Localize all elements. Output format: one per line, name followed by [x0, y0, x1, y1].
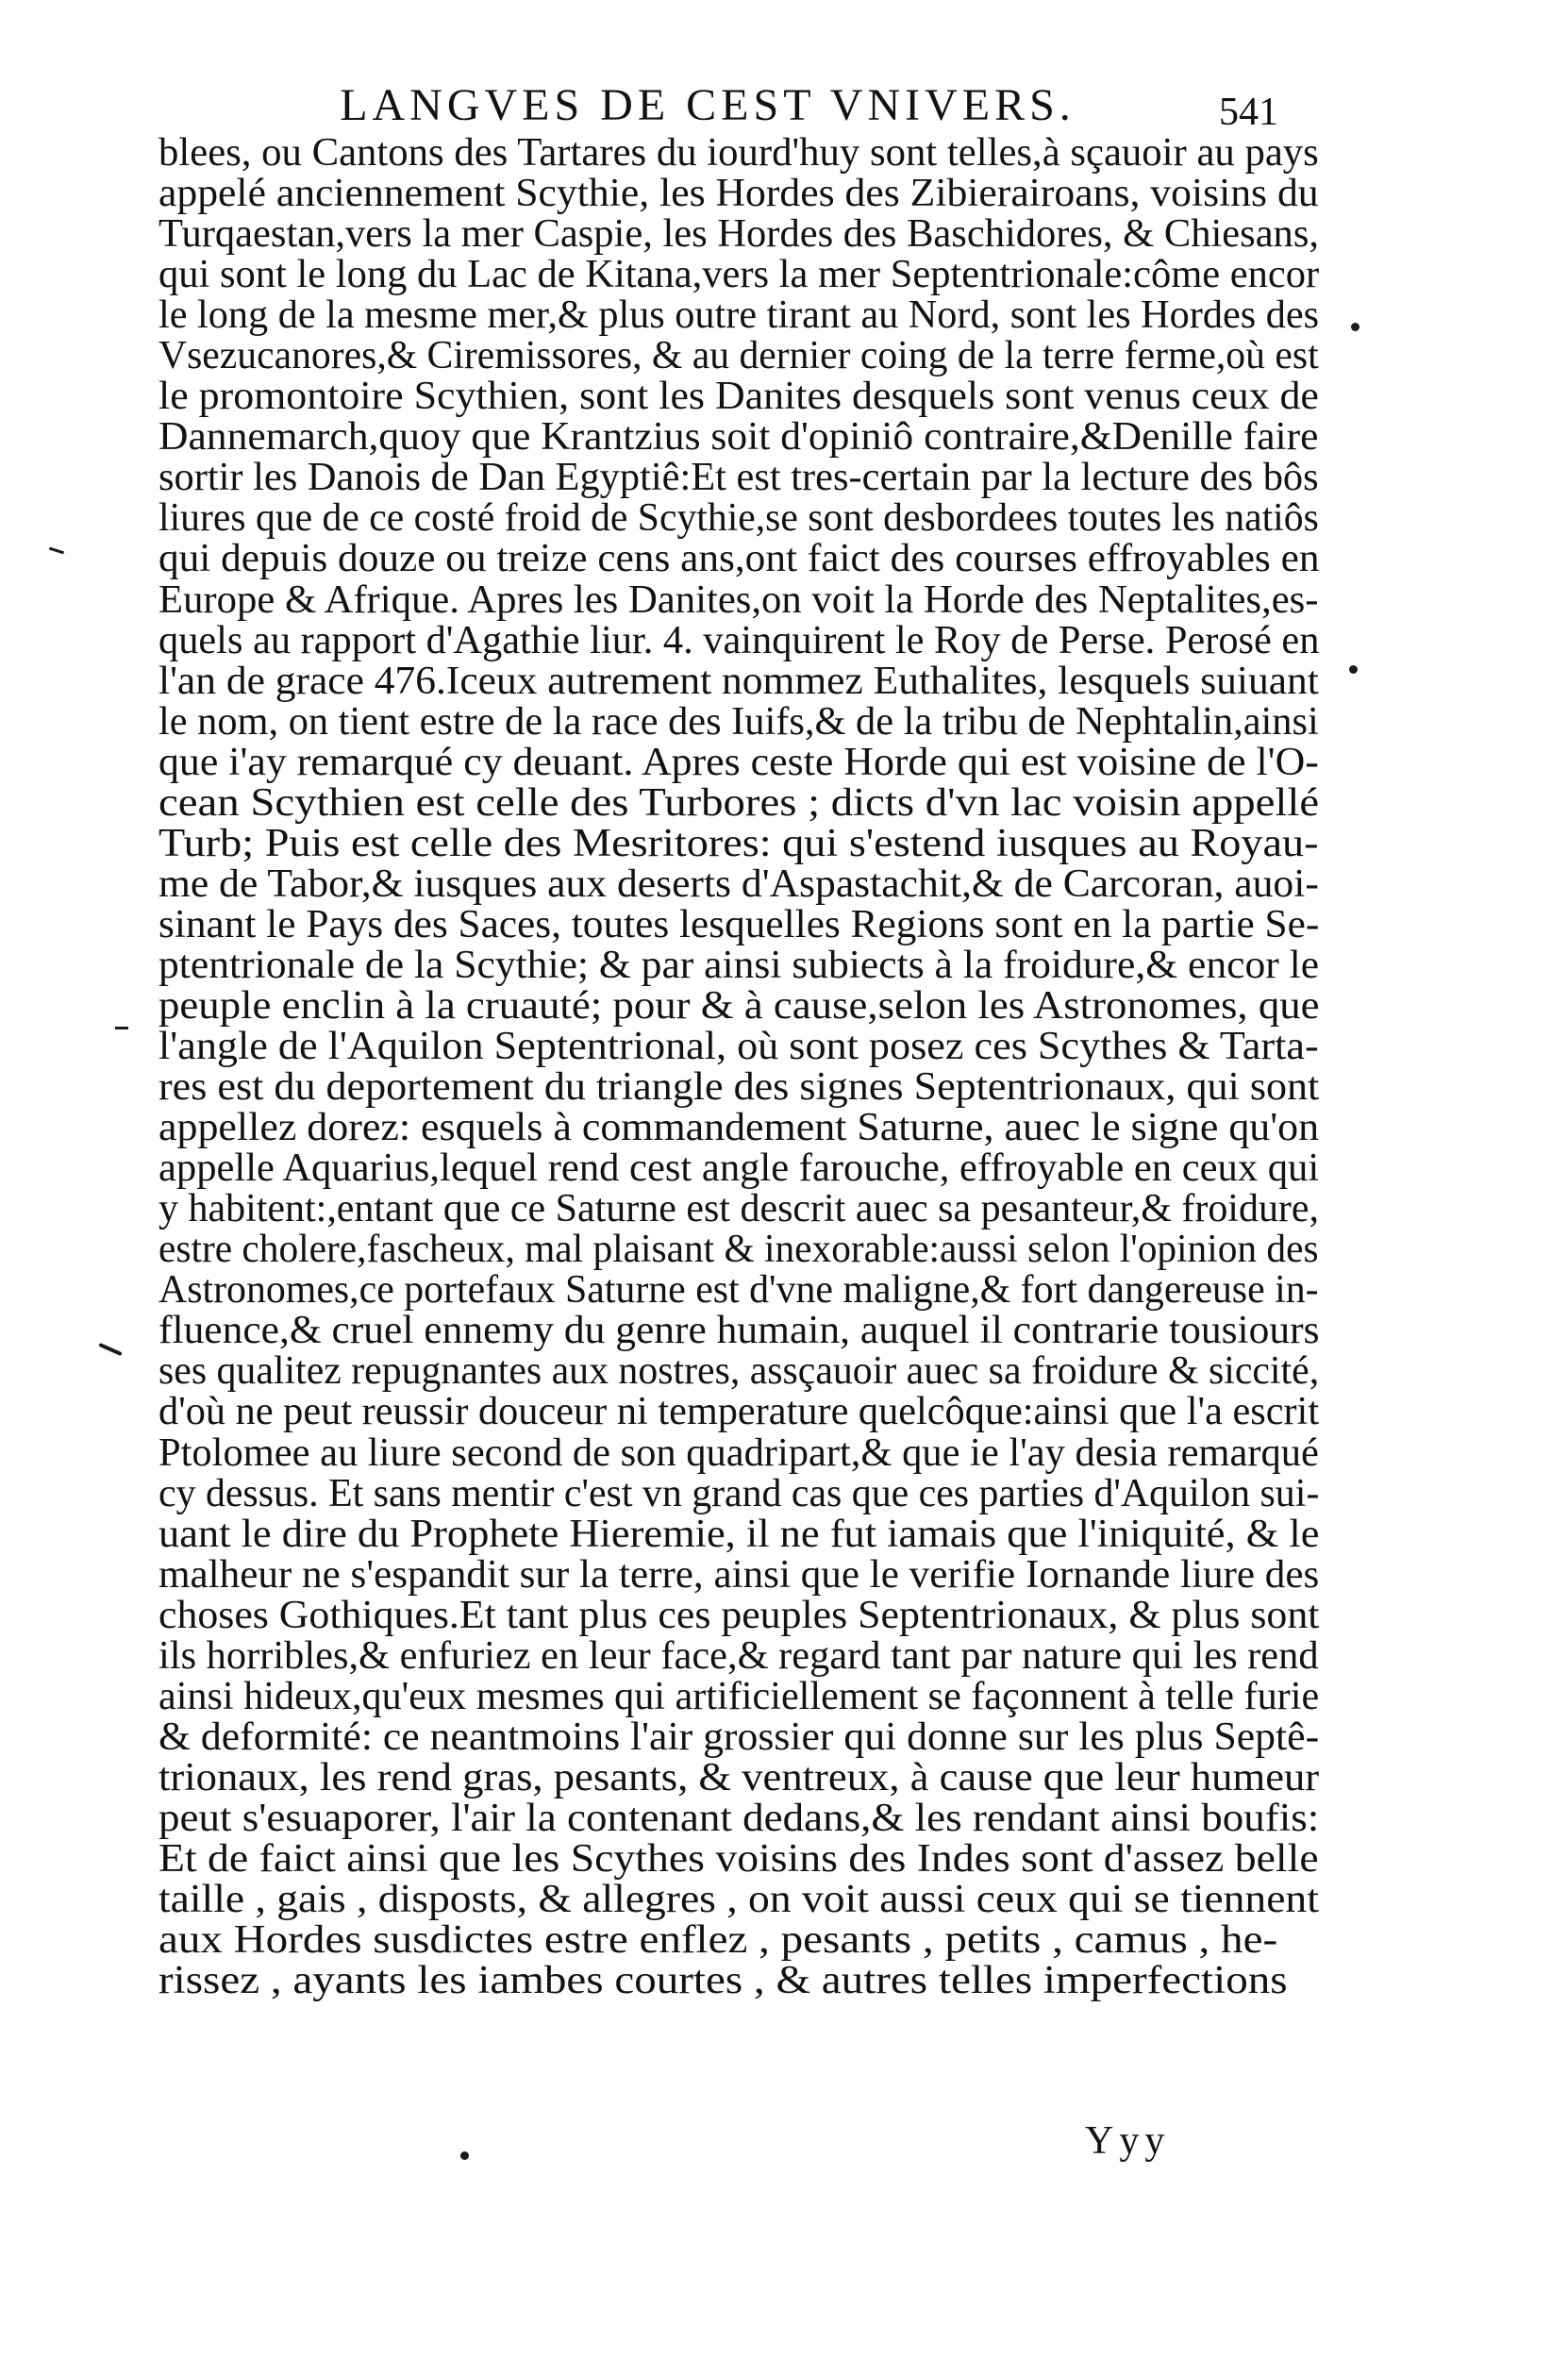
- text-line: aux Hordes susdictes estre enflez , pesants , petits , camus , he-: [158, 1918, 1278, 1963]
- text-line: trionaux, les rend gras, pesants, & ventreux, à cause que leur humeur: [158, 1755, 1320, 1799]
- margin-speck: [1349, 665, 1358, 674]
- text-line: l'angle de l'Aquilon Septentrional, où sont posez ces Scythes & Tarta-: [158, 1025, 1319, 1069]
- text-line: liures que de ce costé froid de Scythie,se sont desbordees toutes les natiôs: [158, 496, 1319, 541]
- text-line: taille , gais , disposts, & allegres , on voit aussi ceux qui se tiennent: [158, 1878, 1319, 1922]
- text-line: peut s'esuaporer, l'air la contenant dedans,& les rendant ainsi boufis:: [158, 1796, 1320, 1840]
- running-title: LANGVES DE CEST VNIVERS.: [340, 80, 1076, 130]
- text-line: peuple enclin à la cruauté; pour & à cause,selon les Astronomes, que: [158, 983, 1320, 1028]
- text-line: sortir les Danois de Dan Egyptiê:Et est tres-certain par la lecture des bôs: [158, 456, 1319, 500]
- text-line: qui depuis douze ou treize cens ans,ont faict des courses effroyables en: [158, 537, 1320, 581]
- text-line: choses Gothiques.Et tant plus ces peuples Septentrionaux, & plus sont: [158, 1593, 1320, 1637]
- text-line: Vsezucanores,& Ciremissores, & au dernier coing de la terre ferme,où est: [158, 334, 1319, 378]
- text-line: cean Scythien est celle des Turbores ; dicts d'vn lac voisin appellé: [158, 780, 1320, 825]
- text-line: uant le dire du Prophete Hieremie, il ne fut iamais que l'iniquité, & le: [158, 1512, 1320, 1556]
- text-line: d'où ne peut reussir douceur ni temperature quelcôque:ainsi que l'a escrit: [158, 1390, 1320, 1434]
- text-line: res est du deportement du triangle des signes Septentrionaux, qui sont: [158, 1065, 1320, 1110]
- text-line: fluence,& cruel ennemy du genre humain, auquel il contrarie tousiours: [158, 1309, 1320, 1353]
- text-line: Turb; Puis est celle des Mesritores: qui s'estend iusques au Royau-: [158, 821, 1319, 865]
- text-line: rissez , ayants les iambes courtes , & autres telles imperfections: [158, 1959, 1288, 2003]
- text-line: qui sont le long du Lac de Kitana,vers la mer Septentrionale:côme encor: [158, 253, 1320, 297]
- text-line: y habitent:,entant que ce Saturne est descrit auec sa pesanteur,& froidure,: [158, 1187, 1320, 1231]
- text-line: malheur ne s'espandit sur la terre, ainsi que le verifie Iornande liure des: [158, 1552, 1320, 1597]
- text-line: le promontoire Scythien, sont les Danites desquels sont venus ceux de: [158, 375, 1319, 419]
- text-line: Astronomes,ce portefaux Saturne est d'vne maligne,& fort dangereuse in-: [158, 1268, 1319, 1313]
- text-line: Europe & Afrique. Apres les Danites,on voit la Horde des Neptalites,es-: [158, 577, 1319, 622]
- text-line: le long de la mesme mer,& plus outre tirant au Nord, sont les Hordes des: [158, 293, 1320, 338]
- text-line: Et de faict ainsi que les Scythes voisins des Indes sont d'assez belle: [158, 1836, 1319, 1881]
- text-line: sinant le Pays des Saces, toutes lesquelles Regions sont en la partie Se-: [158, 902, 1320, 946]
- text-line: Turqaestan,vers la mer Caspie, les Hordes des Baschidores, & Chiesans,: [158, 212, 1319, 257]
- margin-dash: [49, 547, 64, 555]
- text-line: ptentrionale de la Scythie; & par ainsi subiects à la froidure,& encor le: [158, 943, 1320, 987]
- text-line: l'an de grace 476.Iceux autrement nommez Euthalites, lesquels suiuant: [158, 659, 1319, 703]
- text-line: le nom, on tient estre de la race des Iuifs,& de la tribu de Nephtalin,ainsi: [158, 699, 1319, 744]
- margin-dash: [115, 1027, 128, 1029]
- text-line: quels au rapport d'Agathie liur. 4. vainquirent le Roy de Perse. Perosé en: [158, 618, 1320, 662]
- text-line: ils horribles,& enfuriez en leur face,& regard tant par nature qui les rend: [158, 1633, 1319, 1678]
- footer-speck: [460, 2151, 469, 2160]
- margin-speck: [1351, 323, 1359, 331]
- text-line: que i'ay remarqué cy deuant. Apres ceste Horde qui est voisine de l'O-: [158, 740, 1319, 784]
- signature-mark: Yyy: [1085, 2119, 1171, 2163]
- text-line: ainsi hideux,qu'eux mesmes qui artificiellement se façonnent à telle furie: [158, 1674, 1320, 1718]
- text-line: Dannemarch,quoy que Krantzius soit d'opiniô contraire,&Denille faire: [158, 415, 1319, 460]
- text-line: cy dessus. Et sans mentir c'est vn grand cas que ces parties d'Aquilon sui-: [158, 1471, 1320, 1515]
- text-line: Ptolomee au liure second de son quadripart,& que ie l'ay desia remarqué: [158, 1430, 1319, 1475]
- text-line: appelle Aquarius,lequel rend cest angle farouche, effroyable en ceux qui: [158, 1146, 1320, 1191]
- page-number: 541: [1219, 91, 1278, 134]
- text-line: estre cholere,fascheux, mal plaisant & inexorable:aussi selon l'opinion des: [158, 1228, 1319, 1272]
- body-text: [158, 133, 1319, 2001]
- text-line: me de Tabor,& iusques aux deserts d'Aspastachit,& de Carcoran, auoi-: [158, 862, 1319, 906]
- text-line: appellez dorez: esquels à commandement Saturne, auec le signe qu'on: [158, 1106, 1320, 1150]
- text-line: blees, ou Cantons des Tartares du iourd'huy sont telles,à sçauoir au pays: [158, 131, 1319, 175]
- text-line: ses qualitez repugnantes aux nostres, assçauoir auec sa froidure & siccité,: [158, 1349, 1320, 1394]
- text-line: & deformité: ce neantmoins l'air grossier qui donne sur les plus Septê-: [158, 1715, 1320, 1759]
- margin-hook: [98, 1343, 122, 1356]
- text-line: appelé anciennement Scythie, les Hordes des Zibierairoans, voisins du: [158, 172, 1319, 216]
